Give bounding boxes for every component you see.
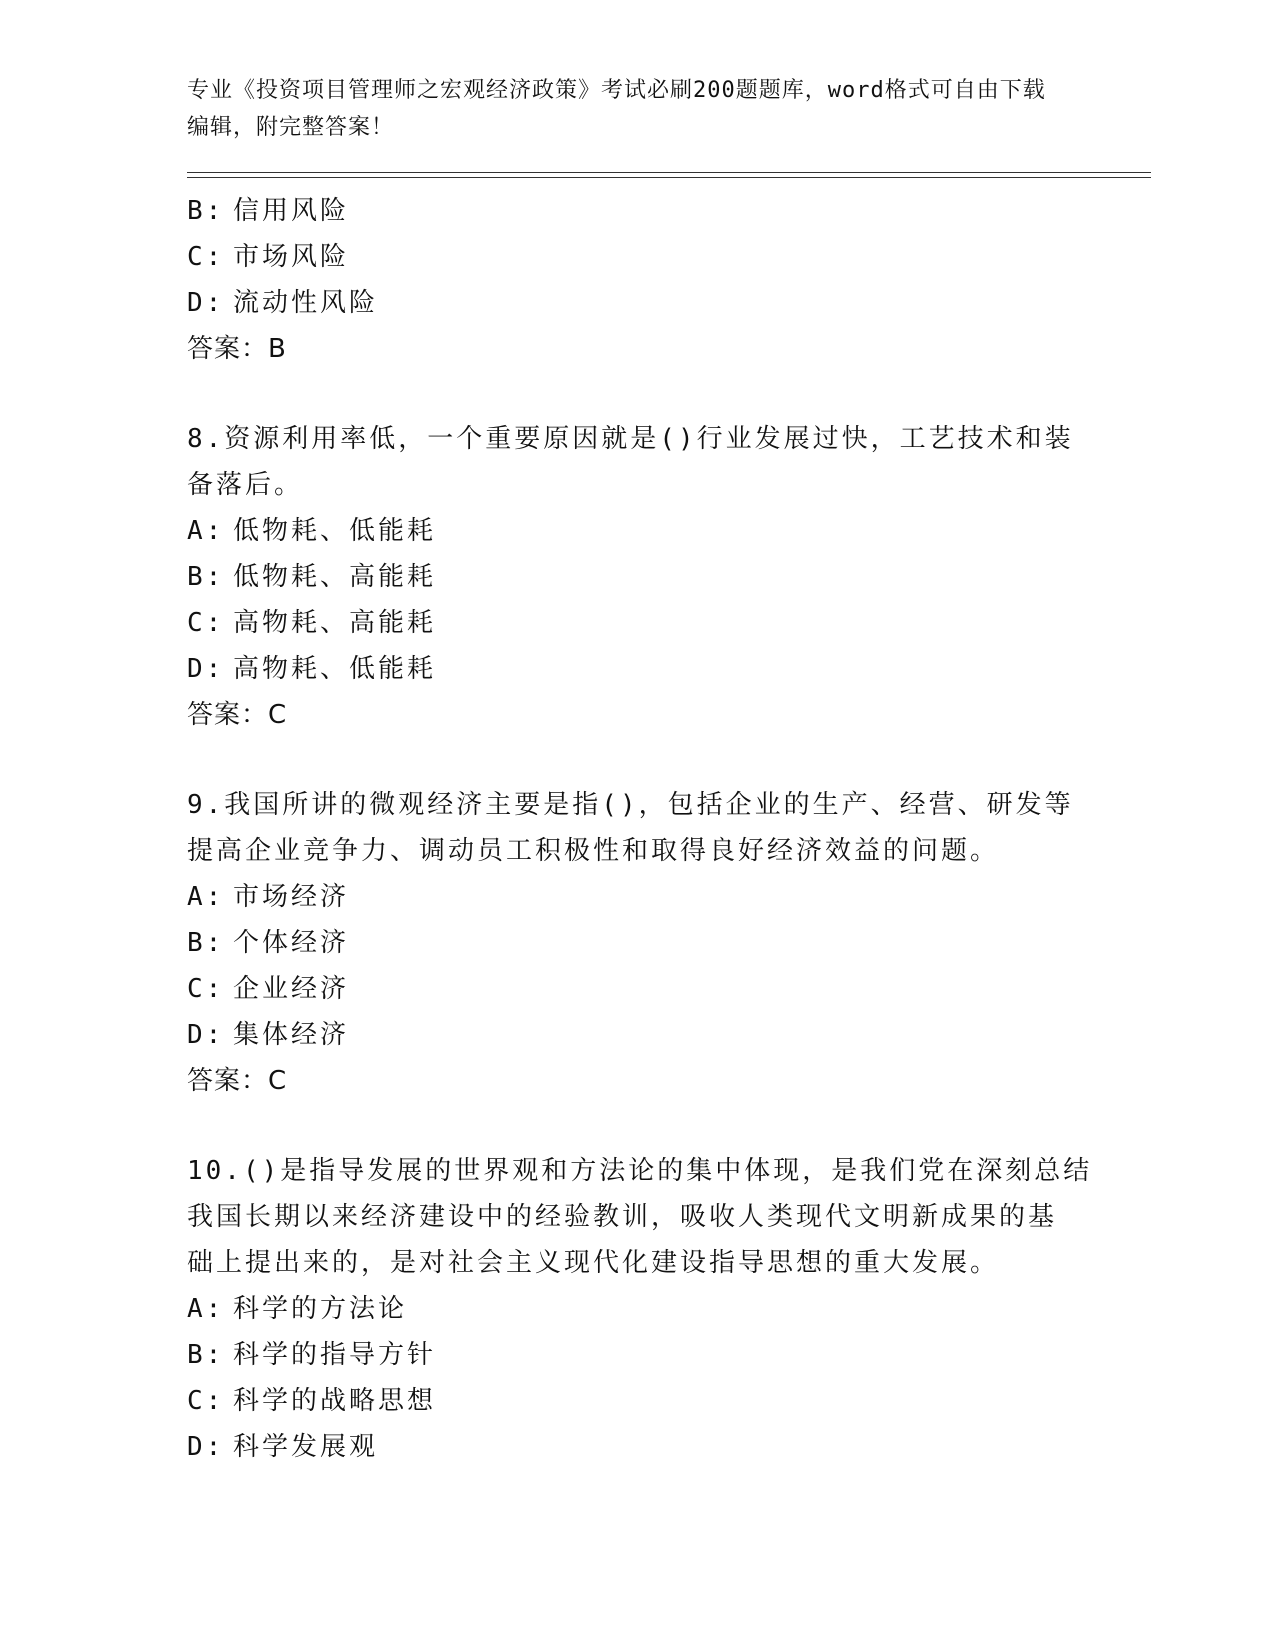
question-stem-line: 提高企业竞争力、调动员工积极性和取得良好经济效益的问题。 [187, 836, 1000, 866]
question-stem-line: 础上提出来的，是对社会主义现代化建设指导思想的重大发展。 [187, 1248, 1000, 1278]
option-b [187, 188, 1087, 234]
option-text: 市场风险 [233, 242, 350, 272]
option-key: A: [187, 516, 225, 546]
exam-content [187, 188, 1093, 1470]
header-text: 专业《投资项目管理师之宏观经济政策》考试必刷200题题库，word格式可自由下载编辑，附完整答案！ [187, 78, 1046, 140]
option-c [187, 1378, 1087, 1424]
question-stem-line: 8.资源利用率低，一个重要原因就是()行业发展过快，工艺技术和装 [187, 424, 1074, 454]
option-c [187, 600, 1087, 646]
option-b [187, 1332, 1087, 1378]
option-key: B: [187, 1340, 225, 1370]
option-a [187, 1286, 1087, 1332]
option-c [187, 966, 1087, 1012]
answer: 答案：C [187, 1066, 288, 1096]
option-d [187, 280, 1087, 326]
question-stem-line: 备落后。 [187, 470, 304, 500]
option-b [187, 554, 1087, 600]
option-text: 流动性风险 [233, 288, 379, 318]
option-c [187, 234, 1087, 280]
option-d [187, 646, 1087, 692]
option-key: B: [187, 928, 225, 958]
option-b [187, 920, 1087, 966]
option-text: 集体经济 [233, 1020, 350, 1050]
option-text: 科学的方法论 [233, 1294, 408, 1324]
option-key: D: [187, 1432, 225, 1462]
option-key: D: [187, 654, 225, 684]
option-key: A: [187, 1294, 225, 1324]
option-key: C: [187, 242, 225, 272]
header-rule-top [187, 172, 1151, 173]
option-text: 企业经济 [233, 974, 350, 1004]
option-text: 高物耗、高能耗 [233, 608, 437, 638]
header-rule-bottom [187, 177, 1151, 178]
question-stem-line: 10.()是指导发展的世界观和方法论的集中体现，是我们党在深刻总结 [187, 1156, 1093, 1186]
question-10 [187, 1148, 1093, 1470]
option-key: C: [187, 1386, 225, 1416]
option-text: 信用风险 [233, 196, 350, 226]
option-key: C: [187, 608, 225, 638]
option-a [187, 508, 1087, 554]
option-key: B: [187, 196, 225, 226]
option-d [187, 1424, 1087, 1470]
option-key: D: [187, 1020, 225, 1050]
option-text: 市场经济 [233, 882, 350, 912]
option-text: 个体经济 [233, 928, 350, 958]
option-key: B: [187, 562, 225, 592]
option-text: 高物耗、低能耗 [233, 654, 437, 684]
question-8 [187, 416, 1087, 738]
question-stem-line: 9.我国所讲的微观经济主要是指()，包括企业的生产、经营、研发等 [187, 790, 1074, 820]
option-text: 科学的战略思想 [233, 1386, 437, 1416]
document-header [187, 72, 1067, 146]
option-key: C: [187, 974, 225, 1004]
option-text: 科学的指导方针 [233, 1340, 437, 1370]
option-key: A: [187, 882, 225, 912]
question-9 [187, 782, 1087, 1104]
answer: 答案：B [187, 334, 287, 364]
option-text: 科学发展观 [233, 1432, 379, 1462]
option-text: 低物耗、低能耗 [233, 516, 437, 546]
question-stem-line: 我国长期以来经济建设中的经验教训，吸收人类现代文明新成果的基 [187, 1202, 1058, 1232]
option-d [187, 1012, 1087, 1058]
option-a [187, 874, 1087, 920]
prev-question-tail [187, 188, 1087, 372]
answer: 答案：C [187, 700, 288, 730]
option-key: D: [187, 288, 225, 318]
option-text: 低物耗、高能耗 [233, 562, 437, 592]
